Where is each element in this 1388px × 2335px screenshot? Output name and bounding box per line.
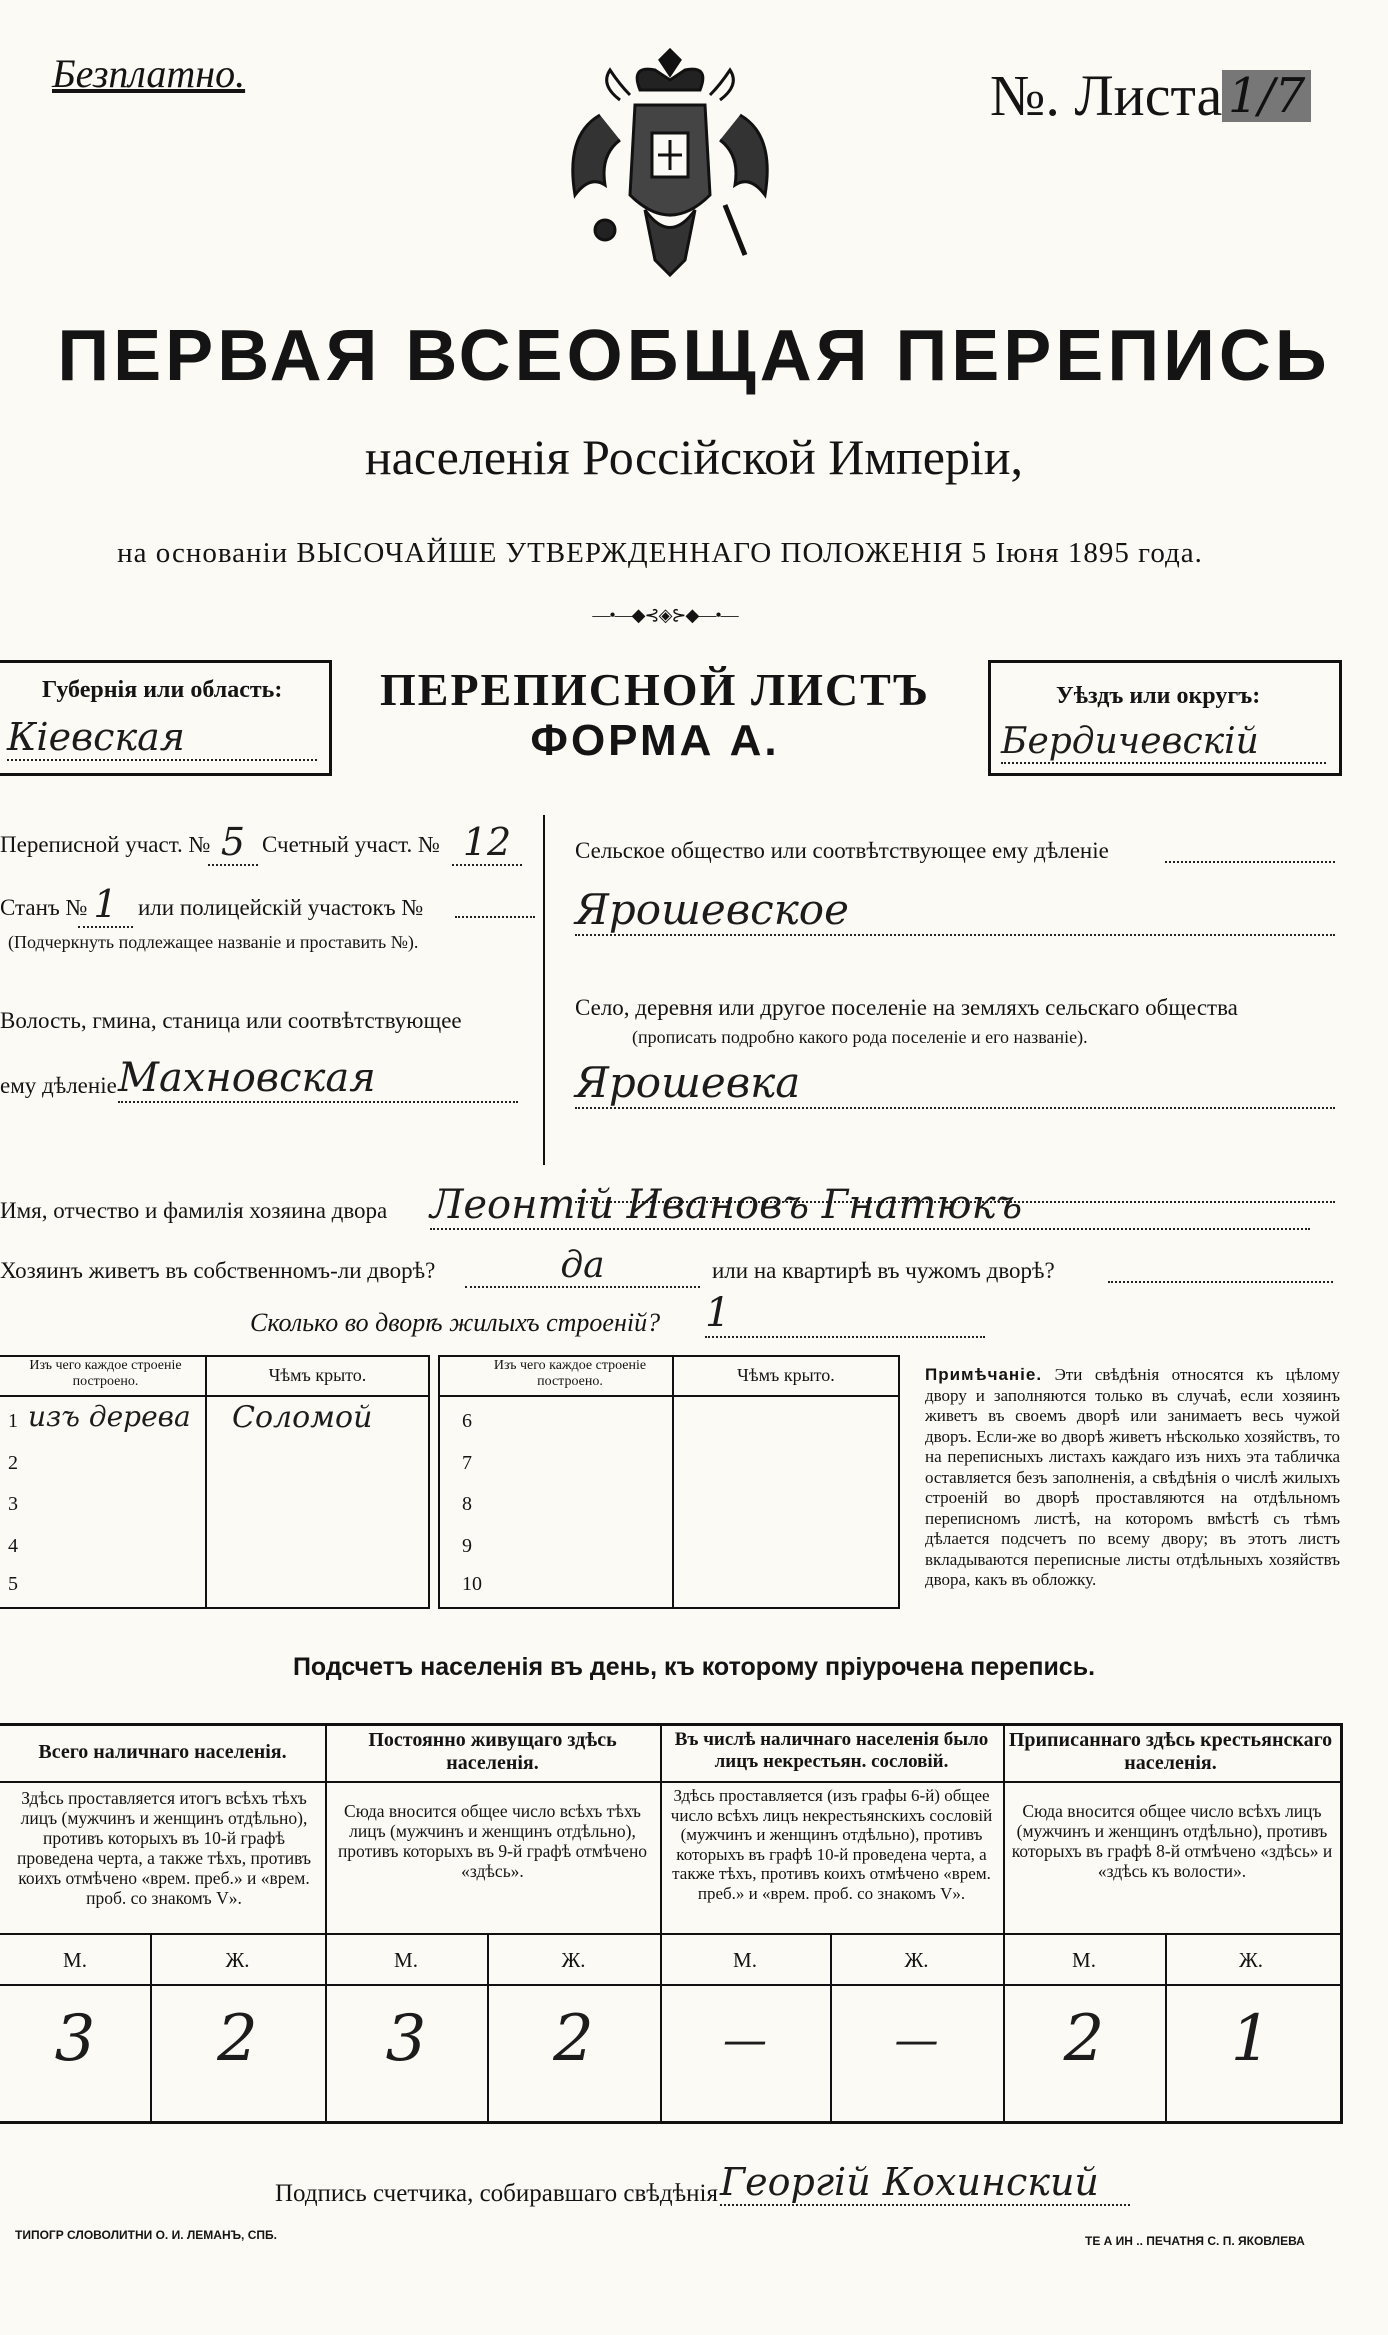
society-label: Сельское общество или соотвѣтствующее ему дѣленіе (575, 838, 1109, 863)
census-section-value: 5 (208, 820, 258, 866)
total-male-value: 3 (54, 2002, 96, 2076)
column-separator (543, 815, 545, 1165)
resident-male-value: 3 (385, 2002, 427, 2076)
volost-label: Волость, гмина, станица или соотвѣтствующее (0, 1008, 462, 1033)
buildings-count-label: Сколько во дворѣ жилыхъ строеній? (250, 1308, 661, 1337)
col-material-right: Изъ чего каждое строеніе построено. (493, 1358, 647, 1389)
col-roof-right: Чѣмъ крыто. (737, 1365, 835, 1385)
note-heading: Примѣчаніе. (925, 1365, 1043, 1384)
row-roof: Соломой (232, 1400, 373, 1435)
row-num: 6 (462, 1410, 472, 1432)
m-label: М. (63, 1948, 87, 1972)
total-female-value: 2 (217, 2002, 258, 2076)
row-num: 1 (8, 1410, 18, 1432)
ascribed-female-value: 1 (1230, 2002, 1272, 2076)
village-value: Ярошевка (575, 1058, 1335, 1109)
gubernia-box (0, 660, 332, 776)
population-heading: Подсчетъ населенія въ день, къ которому пріурочена перепись. (292, 1653, 1096, 1681)
own-yard-label: Хозяинъ живетъ въ собственномъ-ли дворѣ? (0, 1258, 436, 1283)
signature-value: Георгій Кохинский (720, 2160, 1130, 2206)
f-label: Ж. (561, 1948, 586, 1972)
row-num: 5 (8, 1573, 18, 1595)
nonpeasant-male-value: — (723, 2015, 767, 2066)
buildings-count-value: 1 (705, 1290, 985, 1338)
uezd-box (988, 660, 1342, 776)
count-section-value: 12 (452, 820, 522, 866)
ornament-divider: —•—◆⊰◈⊱◆—•— (592, 605, 738, 625)
pop-col-title: Постоянно живущаго здѣсь населенія. (368, 1729, 617, 1774)
count-section-label: Счетный участ. № (262, 832, 440, 857)
village-label: Село, деревня или другое поселеніе на земляхъ сельскаго общества (575, 995, 1238, 1020)
ascribed-male-value: 2 (1063, 2002, 1105, 2076)
pop-col-desc: Сюда вносится общее число всѣхъ тѣхъ лицъ (мужчинъ и женщинъ отдѣльно), противъ которыхъ въ 9-й графѣ отмѣчено «здѣсь». (337, 1801, 648, 1881)
pop-col-desc: Здѣсь проставляется (изъ графы 6-й) общее число всѣхъ лицъ некрестьянскихъ сословій (мужчинъ и женщинъ отдѣльно), противъ которыхъ въ графѣ 10-й проведена черта, а также тѣхъ, противъ коихъ отмѣчено «врем. преб.» и «врем. проб. со знакомъ V». (670, 1786, 993, 1903)
pop-col-desc: Здѣсь проставляется итогъ всѣхъ тѣхъ лицъ (мужчинъ и женщинъ отдѣльно), противъ которыхъ въ 10-й графѣ проведена черта, а также тѣхъ, противъ коихъ отмѣчено «врем. преб.» и «врем. проб. со знакомъ V». (16, 1788, 312, 1908)
police-note: (Подчеркнуть подлежащее названіе и проставить №). (8, 932, 419, 952)
census-section-label: Переписной участ. № (0, 832, 211, 857)
society-line-1 (1165, 860, 1335, 863)
note-text: Эти свѣдѣнія относятся къ цѣлому двору и заполняются только въ случаѣ, если хозяинъ живетъ въ своемъ дворѣ или занимаетъ весь чужой дворъ. Если-же во дворѣ живетъ нѣсколько хозяйствъ, то на переписныхъ листахъ каждаго изъ нихъ эта табличка оставляется безъ заполненія, а свѣдѣнія о числѣ жилыхъ строеній во дворѣ проставляются на отдѣльномъ переписномъ листѣ, на которомъ вмѣстѣ съ тѣмъ дѣлается подсчетъ по всему двору; въ этотъ листъ вкладываются переписные листы отдѣльныхъ хозяйствъ двора, какъ въ обложку. (925, 1365, 1341, 1589)
m-label: М. (394, 1948, 418, 1972)
sheet-number-value: 1/7 (1222, 70, 1311, 122)
volost-value: Махновская (118, 1055, 518, 1103)
pop-col-title: Въ числѣ наличнаго населенія было лицъ некрестьян. сословій. (674, 1729, 989, 1772)
owner-name-label: Имя, отчество и фамилія хозяина двора (0, 1198, 388, 1223)
pop-col-desc: Сюда вносится общее число всѣхъ лицъ (мужчинъ и женщинъ отдѣльно), противъ которыхъ въ графѣ 8-й отмѣчено «здѣсь» и «здѣсь къ волости». (1011, 1801, 1333, 1881)
note-block (925, 1365, 1340, 1591)
f-label: Ж. (904, 1948, 929, 1972)
police-label: или полицейскій участокъ № (138, 895, 424, 920)
form-title-block (335, 663, 975, 766)
main-title: ПЕРВАЯ ВСЕОБЩАЯ ПЕРЕПИСЬ (57, 316, 1331, 396)
row-material: изъ дерева (28, 1400, 191, 1433)
printer-left: ТИПОГР СЛОВОЛИТНИ О. И. ЛЕМАНЪ, СПБ. (15, 2228, 277, 2242)
row-num: 9 (462, 1535, 472, 1557)
buildings-table (0, 1355, 900, 1610)
row-num: 2 (8, 1452, 18, 1474)
f-label: Ж. (1238, 1948, 1264, 1972)
row-num: 8 (462, 1493, 472, 1515)
coat-of-arms-icon (560, 45, 780, 280)
gubernia-label: Губернія или область: (42, 677, 283, 703)
nonpeasant-female-value: — (894, 2015, 939, 2066)
stan-value: 1 (78, 882, 133, 928)
pop-col-title: Приписаннаго здѣсь крестьянскаго населенія. (1008, 1729, 1333, 1774)
resident-female-value: 2 (553, 2002, 594, 2076)
col-material-left: Изъ чего каждое строеніе построено. (29, 1358, 182, 1389)
society-value: Ярошевское (575, 885, 1335, 936)
pop-col-title: Всего наличнаго населенія. (38, 1741, 287, 1763)
rented-label: или на квартирѣ въ чужомъ дворѣ? (712, 1258, 1055, 1283)
village-note: (прописать подробно какого рода поселеніе и его названіе). (632, 1027, 1088, 1047)
form-title: ПЕРЕПИСНОЙ ЛИСТЪ (379, 664, 931, 715)
stan-label: Станъ № (0, 895, 88, 920)
row-num: 10 (462, 1573, 482, 1595)
population-table (0, 1723, 1343, 2124)
gubernia-value: Кіевская (7, 715, 317, 761)
f-label: Ж. (225, 1948, 250, 1972)
owner-name-value: Леонтій Ивановъ Гнатюкъ (430, 1182, 1310, 1230)
uezd-label: Уѣздъ или округъ: (1056, 683, 1261, 709)
sheet-number-label: №. Листа (990, 63, 1223, 128)
uezd-value: Бердичевскій (1001, 721, 1326, 764)
basis-title: на основаніи ВЫСОЧАЙШЕ УТВЕРЖДЕННАГО ПОЛОЖЕНІЯ 5 Іюня 1895 года. (117, 537, 1203, 569)
printer-right: ТЕ А ИН .. ПЕЧАТНЯ С. П. ЯКОВЛЕВА (1085, 2234, 1305, 2248)
police-value-line (455, 915, 535, 918)
row-num: 7 (462, 1452, 472, 1474)
form-subtitle: ФОРМА А. (530, 716, 780, 765)
rented-value-line (1108, 1280, 1333, 1283)
row-num: 4 (8, 1535, 18, 1557)
signature-label: Подпись счетчика, собиравшаго свѣдѣнія (275, 2180, 718, 2207)
sub-title: населенія Россійской Имперіи, (364, 429, 1024, 485)
row-num: 3 (8, 1493, 18, 1515)
own-yard-value: да (465, 1245, 700, 1288)
m-label: М. (1072, 1948, 1096, 1972)
col-roof-left: Чѣмъ крыто. (268, 1365, 367, 1385)
free-label: Безплатно. (52, 51, 246, 96)
volost-label-2: ему дѣленіе (0, 1073, 117, 1098)
m-label: М. (733, 1948, 757, 1972)
